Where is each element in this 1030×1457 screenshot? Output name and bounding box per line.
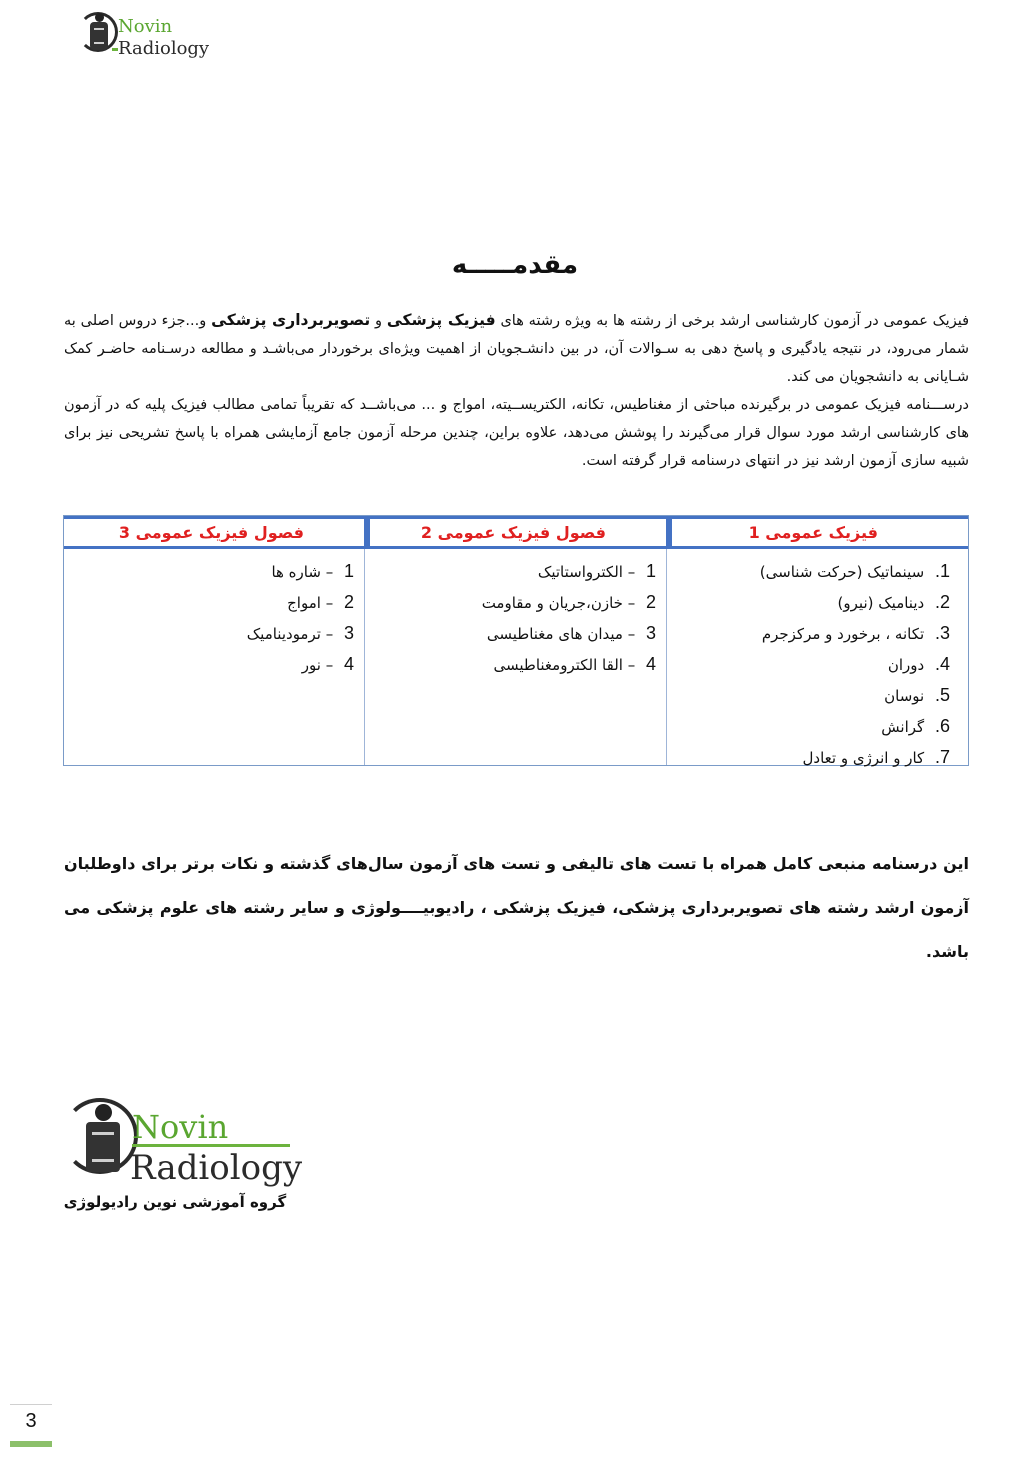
emphasis-medical-imaging: تصویربرداری پزشکی — [211, 311, 371, 329]
list-item: 3 – میدان های مغناطیسی — [486, 623, 656, 643]
page-title: مقدمـــــه — [451, 250, 579, 280]
closing-paragraph: این درسنامه منبعی کامل همراه با تست های تالیفی و تست های آزمون سال‌های گذشته و نکات برتر برای داوطلبان آزمون ارشد رشته های تصویربرداری پزشکی، فیزیک پزشکی ، رادیوبیــــولوژی و سایر رشته های علوم پزشکی می باشد. — [64, 854, 969, 961]
list-item: 4 – القا الکترومغناطیسی — [493, 654, 656, 674]
list-item: 2 – امواج — [287, 592, 354, 612]
list-item: 4. دوران — [887, 654, 950, 674]
list-item: 1 – الکترواستاتیک — [537, 561, 656, 581]
list-item: 3. تکانه ، برخورد و مرکزجرم — [761, 623, 950, 643]
footer-caption: گروه آموزشی نوین رادیولوژی — [63, 1193, 287, 1211]
table-header-row — [64, 516, 968, 549]
logo-radiology-text: Radiology — [130, 1148, 303, 1188]
logo-radiology-text: Radiology — [118, 38, 210, 59]
list-item: 5. نوسان — [884, 685, 950, 705]
list-item: 3 – ترمودینامیک — [246, 623, 354, 643]
emphasis-medical-physics: فیزیک پزشکی — [386, 311, 496, 329]
page-number-bar — [10, 1441, 52, 1447]
list-item: 2 – خازن،جریان و مقاومت — [481, 592, 656, 612]
list-item: 4 – نور — [301, 654, 354, 674]
list-item: 2. دینامیک (نیرو) — [837, 592, 950, 612]
page-number: 3 — [25, 1410, 37, 1432]
table-column-physics-1 — [670, 556, 950, 773]
list-item: 7. کار و انرژی و تعادل — [802, 747, 950, 767]
list-item: 1. سینماتیک (حرکت شناسی) — [759, 561, 950, 581]
syllabus-table — [63, 515, 969, 766]
xray-figure-icon — [90, 22, 108, 50]
table-column-physics-3 — [74, 556, 354, 680]
xray-figure-icon — [86, 1122, 120, 1172]
footer-logo — [62, 1096, 302, 1196]
logo-novin-text: Novin — [132, 1108, 229, 1146]
table-header-physics-1: فیزیک عمومی 1 — [672, 516, 968, 549]
list-item: 6. گرانش — [881, 716, 950, 736]
logo-novin-text: Novin — [118, 16, 173, 37]
list-item: 1 – شاره ها — [271, 561, 354, 581]
table-header-physics-3: فصول فیزیک عمومی 3 — [64, 516, 364, 549]
intro-paragraph-2: درســـنامه فیزیک عمومی در برگیرنده مباحثی از مغناطیس، تکانه، الکتریســیته، امواج و ... می‌باشــد که تقریباً تمامی مطالب فیزیک پلیه که در آزمون های کارشناسی ارشد مورد سوال قرار می‌گیرند را پوشش می‌دهد، علاوه براین، چندین مرحله آزمون جامع آزمایشی همراه با پاسخ تشریحی نیز برای شبیه سازی آزمون ارشد نیز در انتهای درسنامه قرار گرفته است. — [64, 397, 969, 469]
table-column-physics-2 — [376, 556, 656, 680]
header-logo — [78, 10, 218, 62]
page-number-divider — [10, 1404, 52, 1405]
table-header-physics-2: فصول فیزیک عمومی 2 — [370, 516, 666, 549]
intro-paragraph-1: فیزیک عمومی در آزمون کارشناسی ارشد برخی از رشته ها به ویژه رشته های فیزیک پزشکی و تصویربرداری پزشکی و...جزء دروس اصلی به شمار می‌رود، در نتیجه یادگیری و پاسخ دهی به سـوالات آن، در بین دانشـجویان از اهمیت ویژه‌ای برخوردار می‌باشـد و مطالعه درسـنامه حاضـر کمک شـایانی به دانشجویان می کند. — [64, 311, 970, 385]
intro-text — [64, 306, 969, 475]
